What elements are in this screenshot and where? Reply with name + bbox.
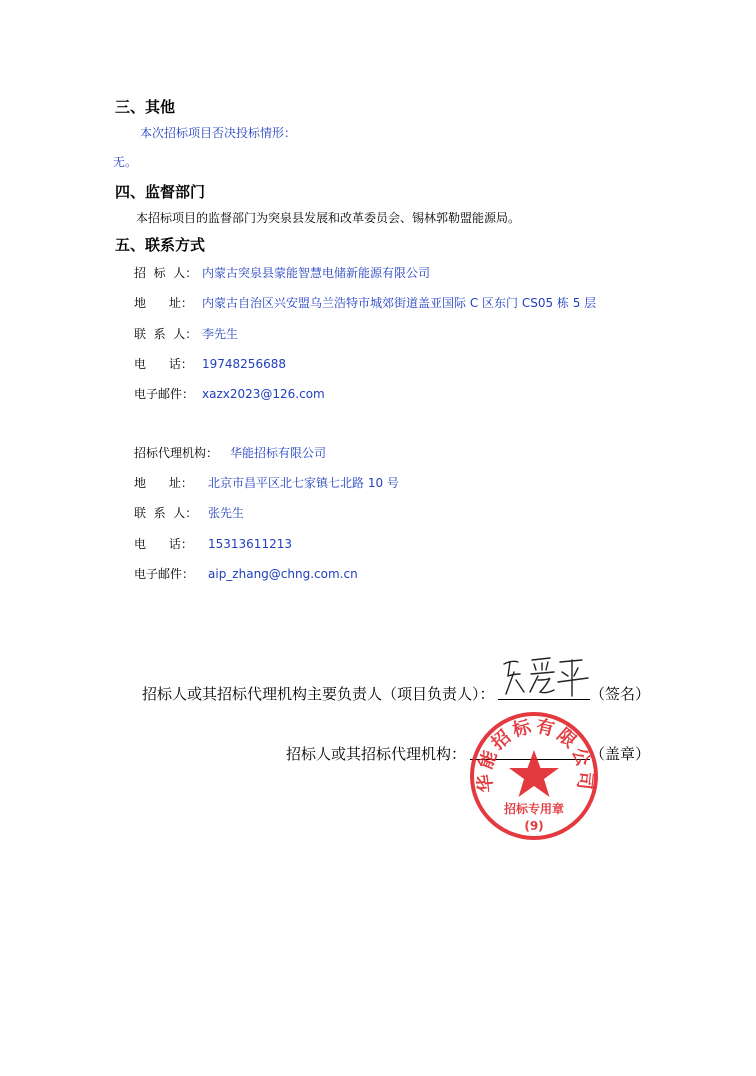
- seal-number: (9): [524, 819, 544, 833]
- tenderer-name: 内蒙古突泉县蒙能智慧电储新能源有限公司: [202, 266, 431, 280]
- agency-contact-row: [134, 504, 244, 521]
- tenderer-name-label: 招 标 人：: [134, 266, 198, 280]
- tenderer-row: [134, 264, 430, 281]
- agency-phone: 15313611213: [208, 537, 292, 551]
- agency-email-label: 电子邮件：: [134, 567, 195, 581]
- seal-suffix: （盖章）: [590, 745, 651, 763]
- company-seal: [468, 710, 600, 842]
- tenderer-contact-label: 联 系 人：: [134, 327, 198, 341]
- organization-label: 招标人或其招标代理机构：: [286, 745, 467, 763]
- tenderer-phone-row: [134, 355, 286, 372]
- agency-address-label: 地 址：: [134, 476, 193, 490]
- agency-phone-row: [134, 535, 292, 552]
- section-supervision-heading: 四、监督部门: [115, 183, 206, 201]
- seal-star-icon: [509, 750, 559, 797]
- supervision-text: 本招标项目的监督部门为突泉县发展和改革委员会、锡林郭勒盟能源局。: [136, 211, 521, 225]
- section-other-heading: 三、其他: [115, 98, 176, 116]
- seal-company-name: 华能招标有限公司: [474, 715, 596, 794]
- agency-contact: 张先生: [208, 506, 245, 520]
- tenderer-contact: 李先生: [202, 327, 239, 341]
- agency-row: [134, 444, 326, 461]
- tenderer-phone-label: 电 话：: [134, 357, 193, 371]
- seal-purpose: 招标专用章: [503, 802, 565, 816]
- rejection-conditions-intro: 本次招标项目否决投标情形：: [140, 126, 297, 140]
- tenderer-address: 内蒙古自治区兴安盟乌兰浩特市城郊街道盖亚国际 C 区东门 CS05 栋 5 层: [202, 296, 597, 310]
- agency-phone-label: 电 话：: [134, 537, 193, 551]
- agency-name-label: 招标代理机构：: [134, 446, 219, 460]
- agency-address-row: [134, 474, 399, 491]
- rejection-conditions-value: 无。: [113, 155, 138, 169]
- agency-contact-label: 联 系 人：: [134, 506, 198, 520]
- handwritten-signature: [498, 650, 596, 702]
- section-contact-heading: 五、联系方式: [115, 236, 206, 254]
- responsible-person-label: 招标人或其招标代理机构主要负责人（项目负责人）：: [142, 685, 495, 703]
- tenderer-email-row: [134, 385, 325, 402]
- agency-address: 北京市昌平区北七家镇七北路 10 号: [208, 476, 399, 490]
- tenderer-contact-row: [134, 325, 238, 342]
- agency-name: 华能招标有限公司: [230, 446, 327, 460]
- agency-email: aip_zhang@chng.com.cn: [208, 567, 358, 581]
- tenderer-address-row: [134, 294, 596, 311]
- tenderer-email-label: 电子邮件：: [134, 387, 195, 401]
- sign-suffix: （签名）: [590, 685, 651, 703]
- tenderer-phone: 19748256688: [202, 357, 286, 371]
- tenderer-address-label: 地 址：: [134, 296, 193, 310]
- tenderer-email: xazx2023@126.com: [202, 387, 325, 401]
- agency-email-row: [134, 565, 358, 582]
